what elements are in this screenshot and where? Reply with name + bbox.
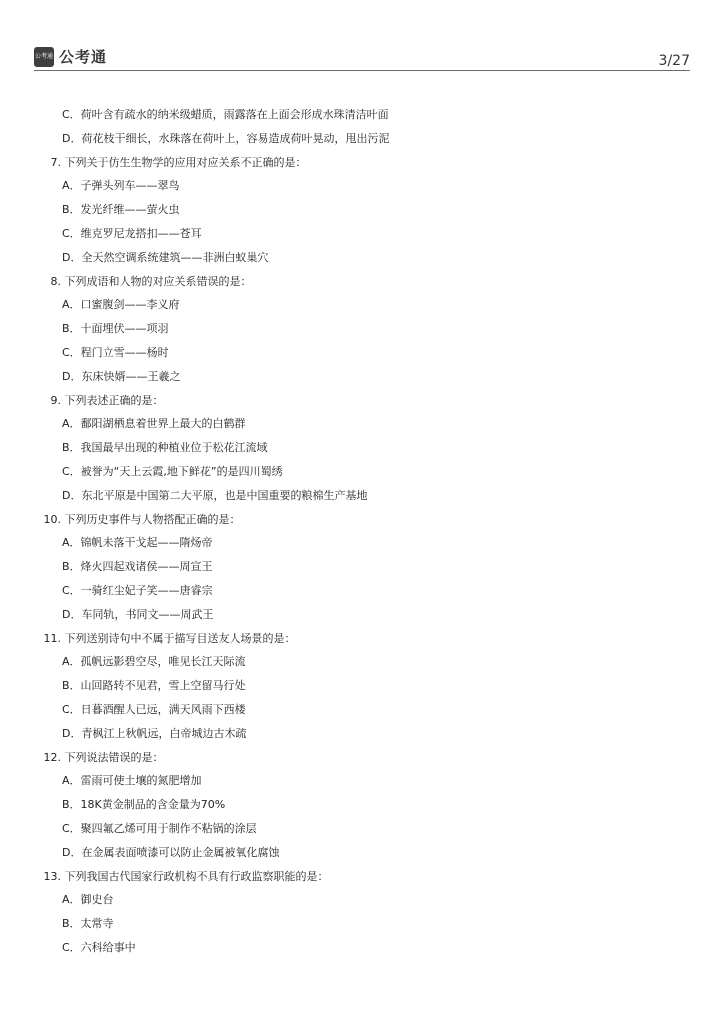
question-stem <box>38 151 678 175</box>
question-number: 10. <box>43 512 61 526</box>
answer-option: B．烽火四起戏诸侯——周宣王 <box>62 560 213 574</box>
question-stem <box>38 865 678 889</box>
answer-option: B．太常寺 <box>62 917 114 931</box>
question-number: 12. <box>43 750 61 764</box>
answer-option: B．我国最早出现的种植业位于松花江流域 <box>62 441 268 455</box>
question-text: 下列我国古代国家行政机构不具有行政监察职能的是： <box>64 869 329 883</box>
question-stem <box>38 746 678 770</box>
answer-option: C．聚四氟乙烯可用于制作不粘锅的涂层 <box>62 821 257 835</box>
answer-option: B．山回路转不见君，雪上空留马行处 <box>62 679 246 693</box>
answer-option: D．在金属表面喷漆可以防止金属被氧化腐蚀 <box>62 845 280 859</box>
question-text: 下列送别诗句中不属于描写目送友人场景的是： <box>64 631 296 645</box>
question-stem <box>38 627 678 651</box>
answer-option: A．子弹头列车——翠鸟 <box>62 179 180 193</box>
logo-icon: 公考通 <box>34 47 54 67</box>
question-text: 下列关于仿生生物学的应用对应关系不正确的是： <box>64 155 307 169</box>
answer-option: C．六科给事中 <box>62 940 136 954</box>
answer-option: D．东北平原是中国第二大平原，也是中国重要的粮棉生产基地 <box>62 488 368 502</box>
page-header <box>34 42 690 70</box>
header-divider <box>34 70 690 71</box>
page-number: 3/27 <box>658 53 690 69</box>
question-number: 11. <box>43 631 61 645</box>
answer-option: A．雷雨可使土壤的氮肥增加 <box>62 774 202 788</box>
question-stem <box>38 270 678 294</box>
answer-option: D．全天然空调系统建筑——非洲白蚁巢穴 <box>62 250 269 264</box>
answer-option: C．程门立雪——杨时 <box>62 345 169 359</box>
question-stem <box>38 508 678 532</box>
question-list <box>38 103 678 960</box>
question-stem <box>38 389 678 413</box>
answer-option: C．日暮酒醒人已远，满天风雨下西楼 <box>62 702 246 716</box>
question-text: 下列成语和人物的对应关系错误的是： <box>64 274 252 288</box>
logo-text: 公考通 <box>59 48 108 66</box>
question-number: 13. <box>43 869 61 883</box>
answer-option: B．发光纤维——萤火虫 <box>62 203 180 217</box>
answer-option: A．锦帆未落干戈起——隋炀帝 <box>62 536 213 550</box>
answer-option: C．被誉为“天上云霞,地下鲜花”的是四川蜀绣 <box>62 464 283 478</box>
question-text: 下列表述正确的是： <box>64 393 164 407</box>
answer-option: A．孤帆远影碧空尽，唯见长江天际流 <box>62 655 246 669</box>
answer-option: C．荷叶含有疏水的纳米级蜡质，雨露落在上面会形成水珠清洁叶面 <box>62 108 389 121</box>
question-text: 下列说法错误的是： <box>64 750 164 764</box>
answer-option: D．荷花枝干细长，水珠落在荷叶上，容易造成荷叶晃动，甩出污泥 <box>62 131 390 145</box>
logo <box>34 46 107 67</box>
question-number: 9. <box>50 393 61 407</box>
answer-option: D．青枫江上秋帆远，白帝城边古木疏 <box>62 726 247 740</box>
question-number: 8. <box>50 274 61 288</box>
answer-option: D．东床快婿——王羲之 <box>62 369 181 383</box>
answer-option: A．口蜜腹剑——李义府 <box>62 298 180 312</box>
answer-option: C．维克罗尼龙搭扣——苍耳 <box>62 226 202 240</box>
question-number: 7. <box>50 155 61 169</box>
answer-option: B．18K黄金制品的含金量为70% <box>62 798 226 812</box>
answer-option: C．一骑红尘妃子笑——唐睿宗 <box>62 583 213 597</box>
answer-option: A．鄱阳湖栖息着世界上最大的白鹤群 <box>62 417 246 431</box>
answer-option: A．御史台 <box>62 893 114 907</box>
answer-option: B．十面埋伏——项羽 <box>62 322 169 336</box>
answer-option: D．车同轨，书同文——周武王 <box>62 607 214 621</box>
question-text: 下列历史事件与人物搭配正确的是： <box>64 512 241 526</box>
